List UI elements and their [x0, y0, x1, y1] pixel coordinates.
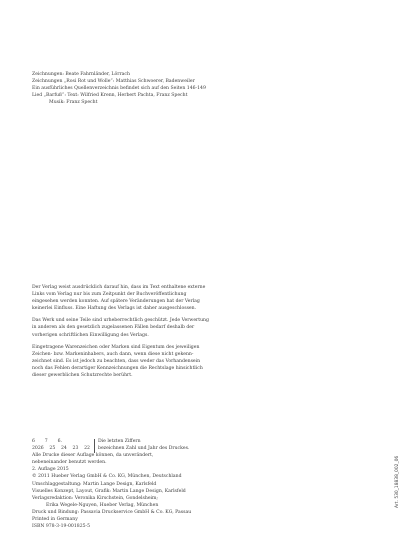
credit-line: Ein ausführliches Quellenverzeichnis befindet sich auf den Seiten 146-149 — [32, 86, 206, 92]
print-number: 6 — [32, 439, 35, 444]
editor-line: Verlagsredaktion: Veronika Kirschstein, Gondelsheim; — [32, 495, 158, 501]
print-numbers — [32, 438, 90, 452]
printing-line: Druck und Bindung: Passavia Druckservice GmbH & Co. KG, Passau — [32, 509, 192, 515]
trademark-notice — [32, 344, 332, 379]
print-year: 22 — [84, 446, 90, 452]
print-year: 23 — [72, 446, 79, 452]
credit-line: Zeichnungen: Beate Fahrnländer, Lörrach — [32, 72, 130, 77]
text-line: Der Verlag weist ausdrücklich darauf hin, dass im Text enthaltene externe — [32, 285, 206, 290]
layout-line: Visuelles Konzept, Layout, Grafik: Martin Lange Design, Karlsfeld — [32, 488, 186, 494]
text-line: Links vom Verlag nur bis zum Zeitpunkt der Buchveröffentlichung — [32, 292, 187, 298]
print-number: 7 — [44, 439, 48, 444]
text-line: eingesehen werden konnten. Auf spätere Veränderungen hat der Verlag — [32, 299, 200, 305]
text-line: Eingetragene Warenzeichen oder Marken sind Eigentum des jeweiligen — [32, 344, 200, 350]
imprint-line: nebeneinander benutzt werden. — [32, 460, 107, 466]
editor-line-2: Erika Wegele-Nguyen, Hueber Verlag, München — [46, 502, 159, 508]
legal-notice — [32, 284, 332, 384]
text-line: Das Werk und seine Teile sind urheberrechtlich geschützt. Jede Verwertung — [32, 318, 209, 324]
divider — [94, 439, 95, 453]
print-run-row — [32, 438, 332, 452]
print-year: 24 — [60, 446, 67, 452]
text-line: dieser gewerblichen Schutzrechte berührt. — [32, 373, 133, 379]
text-line: vorherigen schriftlichen Einwilligung des Verlags. — [32, 332, 149, 338]
copyright-line: © 2011 Hueber Verlag GmbH & Co. KG, München, Deutschland — [32, 474, 182, 480]
text-line: noch das Fehlen derartiger Kennzeichnungen die Rechtslage hinsichtlich — [32, 365, 203, 371]
links-disclaimer — [32, 284, 332, 312]
credit-line: Zeichnungen „Rosi Rot und Wolle“: Matthias Schwoerer, Badenweiler — [32, 79, 195, 85]
print-year: 25 — [49, 446, 56, 452]
credits-block — [32, 71, 332, 106]
text-line: Zeichen- bzw. Markeninhabers, auch dann, wenn diese nicht gekenn- — [32, 351, 194, 357]
copyright-notice — [32, 317, 332, 338]
edition-line: 2. Auflage 2015 — [32, 467, 69, 473]
print-number: 6. — [57, 439, 62, 444]
print-numbers-legend — [98, 438, 189, 452]
isbn-line: ISBN 978-3-19-001825-5 — [32, 524, 91, 530]
imprint-block — [32, 438, 332, 530]
text-line: in anderen als den gesetzlich zugelassenen Fällen bedarf deshalb der — [32, 325, 195, 331]
print-year: 2026 — [32, 446, 44, 452]
legend-line: bezeichnen Zahl und Jahr des Druckes. — [98, 446, 190, 452]
legend-line: Die letzten Ziffern — [98, 439, 141, 444]
text-line: keinerlei Einfluss. Eine Haftung des Verlags ist daher ausgeschlossen. — [32, 306, 197, 312]
imprint-line: Alle Drucke dieser Auflage können, da unverändert, — [32, 453, 154, 459]
printed-in-line: Printed in Germany — [32, 517, 78, 523]
credit-music-line: Musik: Franz Specht — [49, 100, 98, 106]
cover-design-line: Umschlaggestaltung: Martin Lange Design, Karlsfeld — [32, 481, 157, 487]
article-code: Art. 530_18838_002_06 — [395, 455, 400, 508]
credit-line: Lied „Barfuß“: Text: Wilfried Krenn, Herbert Pachta, Franz Specht — [32, 93, 188, 99]
text-line: zeichnet sind. Es ist jedoch zu beachten, dass weder das Vorhandensein — [32, 358, 201, 364]
